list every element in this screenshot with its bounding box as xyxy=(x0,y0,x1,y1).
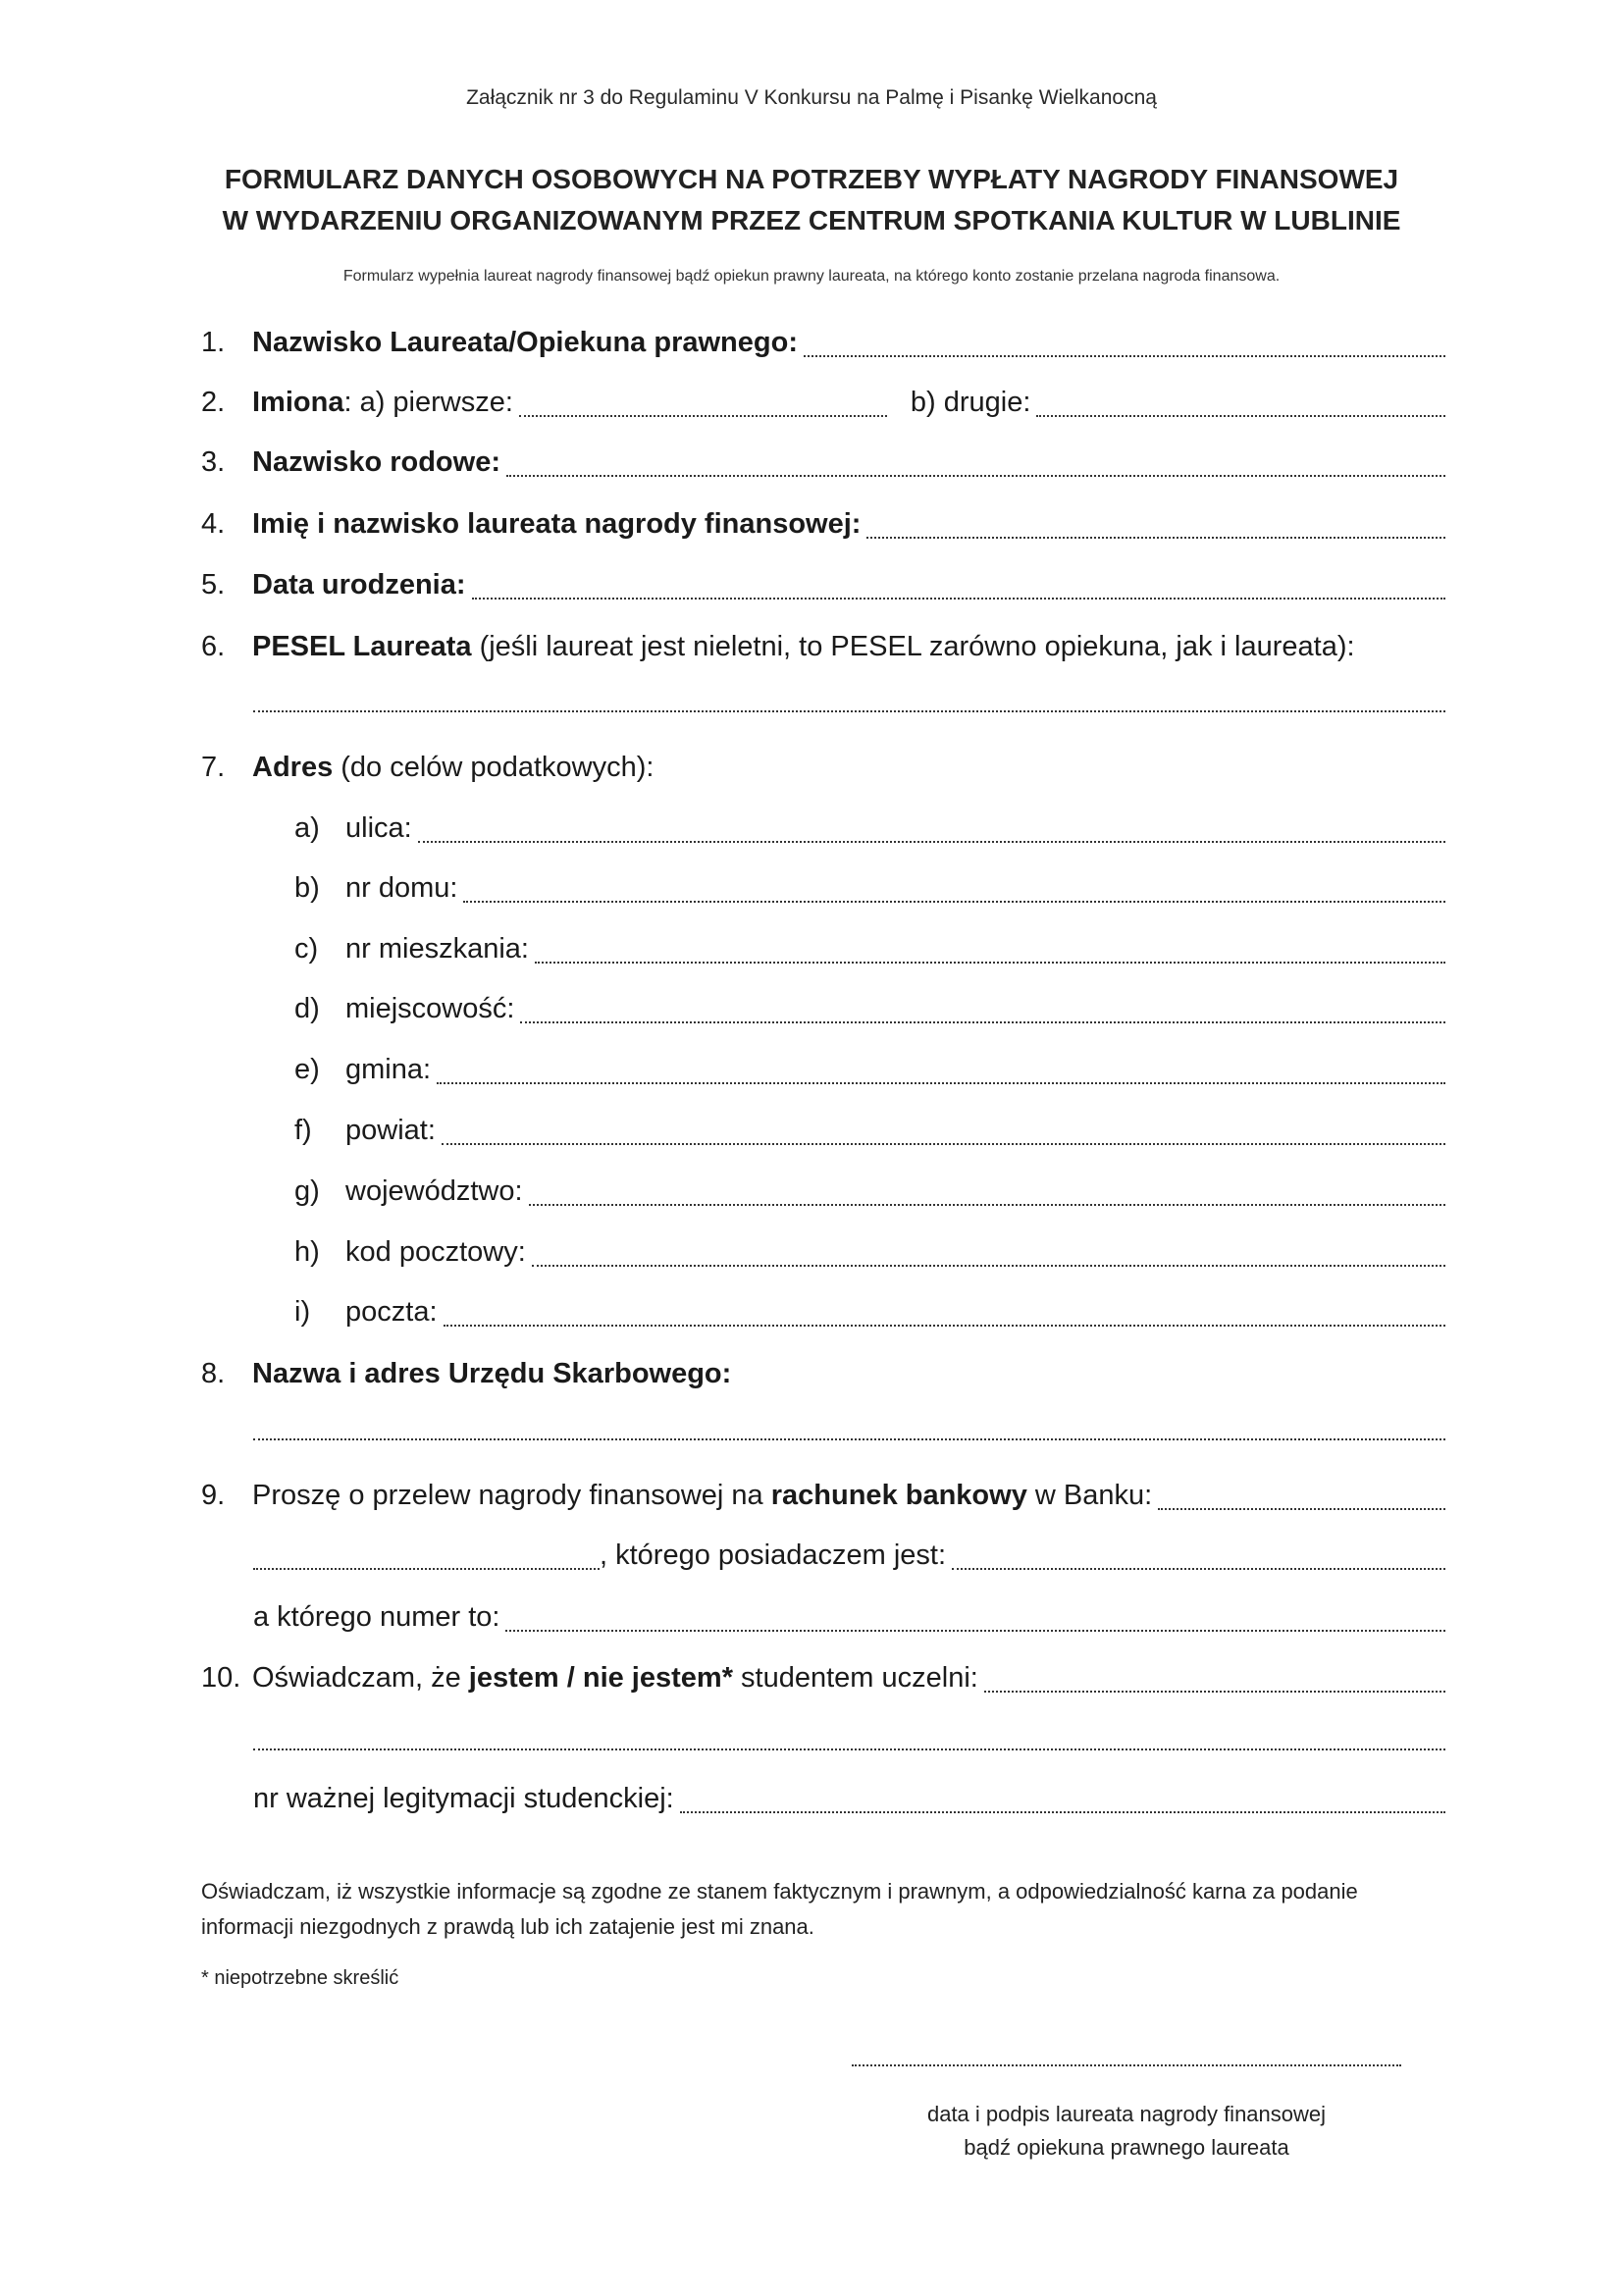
bank-number-row xyxy=(253,1601,1445,1641)
bank-number-label: a którego numer to: xyxy=(253,1601,500,1633)
field-bank-account xyxy=(201,1480,1445,1519)
first-name-fill-line[interactable] xyxy=(519,413,887,417)
item-number: 8. xyxy=(201,1358,226,1389)
fill-line[interactable] xyxy=(442,1141,1445,1145)
sub-label: kod pocztowy: xyxy=(345,1236,526,1268)
second-name-label: b) drugie: xyxy=(910,387,1031,418)
address-postal-code xyxy=(294,1236,1445,1276)
field-birth-date xyxy=(201,569,1445,608)
field-note: (jeśli laureat jest nieletni, to PESEL zarówno opiekuna, jak i laureata): xyxy=(471,631,1355,662)
student-id-fill-line[interactable] xyxy=(680,1809,1445,1813)
bank-number-fill-line[interactable] xyxy=(505,1628,1445,1632)
fill-line[interactable] xyxy=(866,535,1445,539)
field-label: PESEL Laureata xyxy=(252,631,472,662)
sub-label: poczta: xyxy=(345,1296,438,1328)
sub-label: nr mieszkania: xyxy=(345,933,529,965)
title-line-1: FORMULARZ DANYCH OSOBOWYCH NA POTRZEBY WYPŁATY NAGRODY FINANSOWEJ xyxy=(224,164,1399,194)
fill-line[interactable] xyxy=(529,1202,1445,1206)
fill-line[interactable] xyxy=(506,473,1445,477)
signature-caption-2: bądź opiekuna prawnego laureata xyxy=(964,2135,1289,2160)
second-name-fill-line[interactable] xyxy=(1036,413,1445,417)
field-tax-office xyxy=(201,1358,1445,1397)
tax-office-fill-line[interactable] xyxy=(253,1436,1445,1440)
field-first-names xyxy=(201,387,1445,426)
student-id-label: nr ważnej legitymacji studenckiej: xyxy=(253,1783,674,1814)
sub-letter: b) xyxy=(294,872,320,904)
item-number: 10. xyxy=(201,1662,241,1694)
item-number: 5. xyxy=(201,569,226,600)
field-label: Data urodzenia: xyxy=(252,569,466,600)
form-subtitle: Formularz wypełnia laureat nagrody finansowej bądź opiekun prawny laureata, na którego konto zostanie przelana nagroda finansowa. xyxy=(342,268,1281,285)
address-town xyxy=(294,993,1445,1032)
sub-label: gmina: xyxy=(345,1054,432,1085)
address-apartment-number xyxy=(294,933,1445,972)
item-number: 9. xyxy=(201,1480,226,1511)
field-label: Nazwisko Laureata/Opiekuna prawnego: xyxy=(252,327,798,358)
field-label: Imiona xyxy=(252,387,344,418)
fill-line[interactable] xyxy=(472,596,1445,600)
field-family-name xyxy=(201,446,1445,486)
student-text-post: studentem uczelni: xyxy=(732,1662,978,1694)
field-label: Adres xyxy=(252,752,334,783)
declaration-text: Oświadczam, iż wszystkie informacje są zgodne ze stanem faktycznym i prawnym, a odpowiedzialność karna za podanie informacji niezgodnych z prawdą lub ich zatajenie jest mi znana. xyxy=(201,1879,1358,1939)
signature-caption-1: data i podpis laureata nagrody finansowej xyxy=(926,2102,1327,2126)
sub-letter: g) xyxy=(294,1175,320,1207)
title-line-2: W WYDARZENIU ORGANIZOWANYM PRZEZ CENTRUM SPOTKANIA KULTUR W LUBLINIE xyxy=(222,205,1401,235)
student-text-pre: Oświadczam, że xyxy=(252,1662,469,1694)
bank-name-fill-line-2[interactable] xyxy=(253,1566,600,1570)
bank-text-pre: Proszę o przelew nagrody finansowej na xyxy=(252,1480,771,1511)
address-street xyxy=(294,812,1445,852)
fill-line[interactable] xyxy=(463,899,1445,903)
field-laureate-name xyxy=(201,508,1445,548)
item-number: 3. xyxy=(201,446,226,478)
bank-holder-fill-line[interactable] xyxy=(952,1566,1445,1570)
pesel-fill-line[interactable] xyxy=(253,708,1445,712)
sub-label: województwo: xyxy=(345,1175,523,1207)
sub-letter: h) xyxy=(294,1236,320,1268)
bank-text-bold: rachunek bankowy xyxy=(770,1480,1027,1511)
footnote: * niepotrzebne skreślić xyxy=(201,1967,399,1989)
sub-label: powiat: xyxy=(345,1115,436,1146)
bank-holder-label: , którego posiadaczem jest: xyxy=(600,1539,947,1571)
student-id-row xyxy=(253,1783,1445,1822)
fill-line[interactable] xyxy=(418,839,1445,843)
field-note: (do celów podatkowych): xyxy=(333,752,654,783)
fill-line[interactable] xyxy=(520,1019,1445,1023)
sub-letter: e) xyxy=(294,1054,320,1085)
sub-letter: c) xyxy=(294,933,319,965)
item-number: 1. xyxy=(201,327,226,358)
sub-label: ulica: xyxy=(345,812,412,844)
item-number: 7. xyxy=(201,752,226,783)
sub-letter: d) xyxy=(294,993,320,1024)
field-label: Nazwisko rodowe: xyxy=(252,446,500,478)
field-surname xyxy=(201,327,1445,366)
university-fill-line-2[interactable] xyxy=(253,1747,1445,1750)
field-label: Nazwa i adres Urzędu Skarbowego: xyxy=(252,1358,732,1389)
form-title xyxy=(0,159,1623,241)
bank-holder-row xyxy=(253,1539,1445,1579)
fill-line[interactable] xyxy=(532,1263,1445,1267)
sub-letter: a) xyxy=(294,812,320,844)
fill-line[interactable] xyxy=(437,1080,1445,1084)
address-voivodeship xyxy=(294,1175,1445,1215)
bank-text-post: w Banku: xyxy=(1026,1480,1153,1511)
item-number: 4. xyxy=(201,508,226,540)
bank-name-fill-line[interactable] xyxy=(1158,1506,1445,1510)
sub-label: nr domu: xyxy=(345,872,458,904)
sub-letter: i) xyxy=(294,1296,311,1328)
field-label: Imię i nazwisko laureata nagrody finansowej: xyxy=(252,508,862,540)
first-name-label: : a) pierwsze: xyxy=(343,387,513,418)
item-number: 6. xyxy=(201,631,226,662)
sub-label: miejscowość: xyxy=(345,993,515,1024)
university-fill-line[interactable] xyxy=(984,1689,1445,1693)
address-commune xyxy=(294,1054,1445,1093)
fill-line[interactable] xyxy=(444,1323,1446,1327)
fill-line[interactable] xyxy=(535,960,1445,964)
field-pesel xyxy=(201,631,1445,670)
signature-line[interactable] xyxy=(852,2062,1401,2066)
field-student-status xyxy=(201,1662,1445,1701)
address-county xyxy=(294,1115,1445,1154)
item-number: 2. xyxy=(201,387,226,418)
sub-letter: f) xyxy=(294,1115,312,1146)
student-text-bold: jestem / nie jestem* xyxy=(468,1662,733,1694)
address-house-number xyxy=(294,872,1445,912)
address-post-office xyxy=(294,1296,1445,1335)
annex-header: Załącznik nr 3 do Regulaminu V Konkursu na Palmę i Pisankę Wielkanocną xyxy=(466,86,1157,109)
fill-line[interactable] xyxy=(804,353,1445,357)
field-address xyxy=(201,752,1445,791)
